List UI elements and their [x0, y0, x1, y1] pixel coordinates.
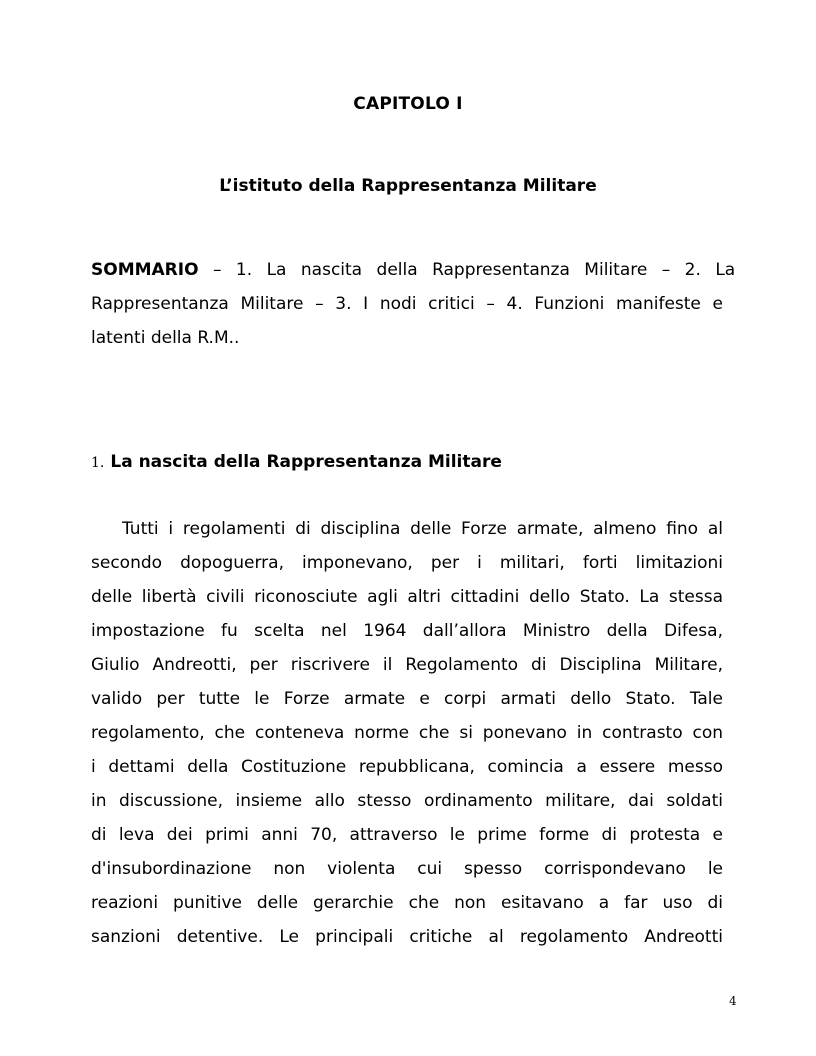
page-number: 4	[729, 994, 737, 1008]
body-line: in discussione, insieme allo stesso ordinamento militare, dai soldati	[91, 791, 723, 811]
summary-block	[91, 253, 736, 355]
body-line: valido per tutte le Forze armate e corpi armati dello Stato. Tale	[91, 689, 723, 709]
body-line: d'insubordinazione non violenta cui spesso corrispondevano le	[91, 859, 723, 879]
body-line: impostazione fu scelta nel 1964 dall’allora Ministro della Difesa,	[91, 621, 723, 641]
body-line: i dettami della Costituzione repubblicana, comincia a essere messo	[91, 757, 723, 777]
summary-label: SOMMARIO	[91, 260, 199, 280]
summary-line-3: latenti della R.M..	[91, 328, 240, 348]
chapter-heading: CAPITOLO I	[353, 94, 463, 114]
body-line: secondo dopoguerra, imponevano, per i militari, forti limitazioni	[91, 553, 723, 573]
body-line: sanzioni detentive. Le principali critiche al regolamento Andreotti	[91, 927, 723, 947]
body-line: regolamento, che conteneva norme che si ponevano in contrasto con	[91, 723, 723, 743]
body-line: Tutti i regolamenti di disciplina delle Forze armate, almeno fino al	[122, 519, 723, 539]
section-title: La nascita della Rappresentanza Militare	[110, 452, 502, 472]
summary-text-1: – 1. La nascita della Rappresentanza Militare – 2. La	[198, 260, 736, 280]
summary-line-1	[91, 253, 736, 287]
summary-line-2: Rappresentanza Militare – 3. I nodi critici – 4. Funzioni manifeste e	[91, 294, 723, 314]
body-text	[91, 512, 723, 954]
body-line: di leva dei primi anni 70, attraverso le prime forme di protesta e	[91, 825, 723, 845]
section-heading	[91, 448, 502, 477]
body-line: Giulio Andreotti, per riscrivere il Regolamento di Disciplina Militare,	[91, 655, 723, 675]
body-line: reazioni punitive delle gerarchie che non esitavano a far uso di	[91, 893, 723, 913]
section-number: 1.	[91, 455, 105, 471]
body-line: delle libertà civili riconosciute agli altri cittadini dello Stato. La stessa	[91, 587, 723, 607]
chapter-title: L’istituto della Rappresentanza Militare	[219, 176, 597, 196]
